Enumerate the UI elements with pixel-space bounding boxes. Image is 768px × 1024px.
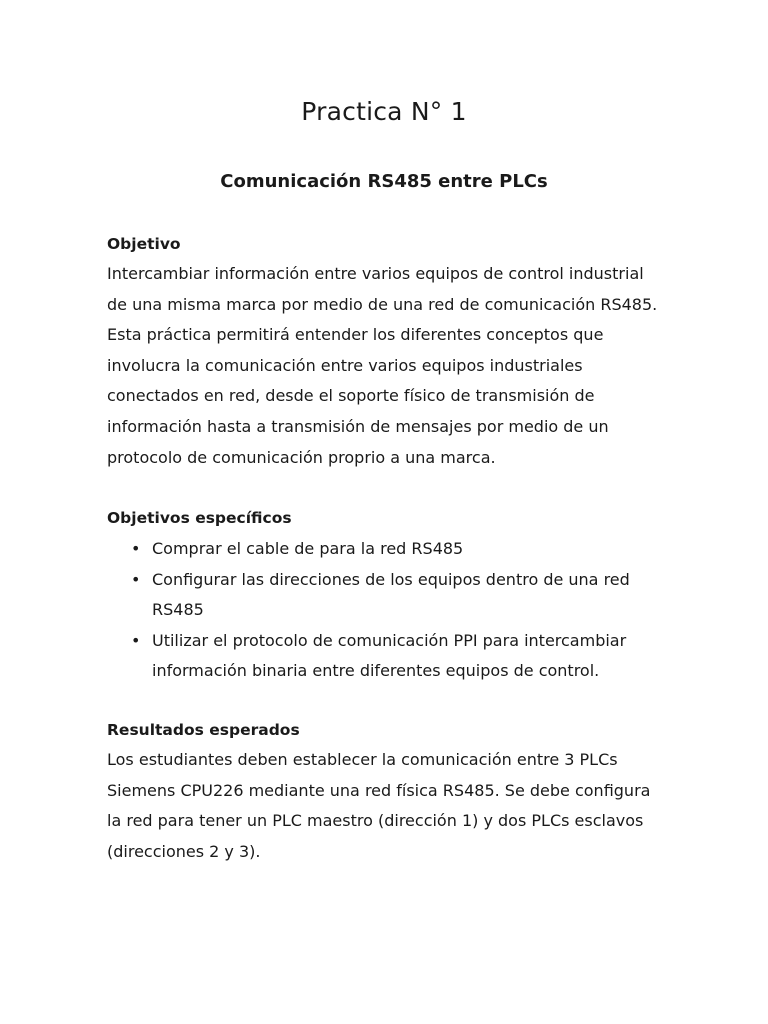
paragraph-line: Los estudiantes deben establecer la comunicación entre 3 PLCs [107,750,618,769]
paragraph-line: Intercambiar información entre varios equipos de control industrial [107,264,644,283]
paragraph-line: (direcciones 2 y 3). [107,841,261,861]
section-heading-objetivos-especificos: Objetivos específicos [107,509,292,527]
paragraph-line: conectados en red, desde el soporte físico de transmisión de [107,386,595,406]
page-title: Practica N° 1 [301,97,467,126]
paragraph-line: la red para tener un PLC maestro (dirección 1) y dos PLCs esclavos [107,811,644,831]
list-item-text: información binaria entre diferentes equipos de control. [152,661,600,681]
bullet-icon: • [131,630,141,650]
paragraph-line: Esta práctica permitirá entender los diferentes conceptos que [107,325,604,345]
bullet-icon: • [131,539,141,558]
paragraph-line: protocolo de comunicación proprio a una marca. [107,447,496,467]
objetivos-especificos-list [107,534,707,687]
paragraph-line: información hasta a transmisión de mensajes por medio de un [107,416,609,436]
list-item [107,534,707,565]
page-subtitle: Comunicación RS485 entre PLCs [220,171,548,192]
list-item-text: RS485 [152,600,204,620]
paragraph-line: Siemens CPU226 mediante una red física RS485. Se debe configura [107,780,651,800]
section-heading-resultados-esperados: Resultados esperados [107,721,300,739]
objetivo-paragraph [107,259,707,473]
paragraph-line: involucra la comunicación entre varios equipos industriales [107,355,583,375]
paragraph-line: de una misma marca por medio de una red de comunicación RS485. [107,294,658,314]
list-item [107,626,707,687]
resultados-paragraph [107,745,707,867]
section-heading-objetivo: Objetivo [107,235,181,253]
list-item-text: Comprar el cable de para la red RS485 [152,539,464,558]
list-item-text: Configurar las direcciones de los equipos dentro de una red [152,569,630,589]
bullet-icon: • [131,569,141,589]
list-item [107,565,707,626]
list-item-text: Utilizar el protocolo de comunicación PPI para intercambiar [152,630,627,650]
